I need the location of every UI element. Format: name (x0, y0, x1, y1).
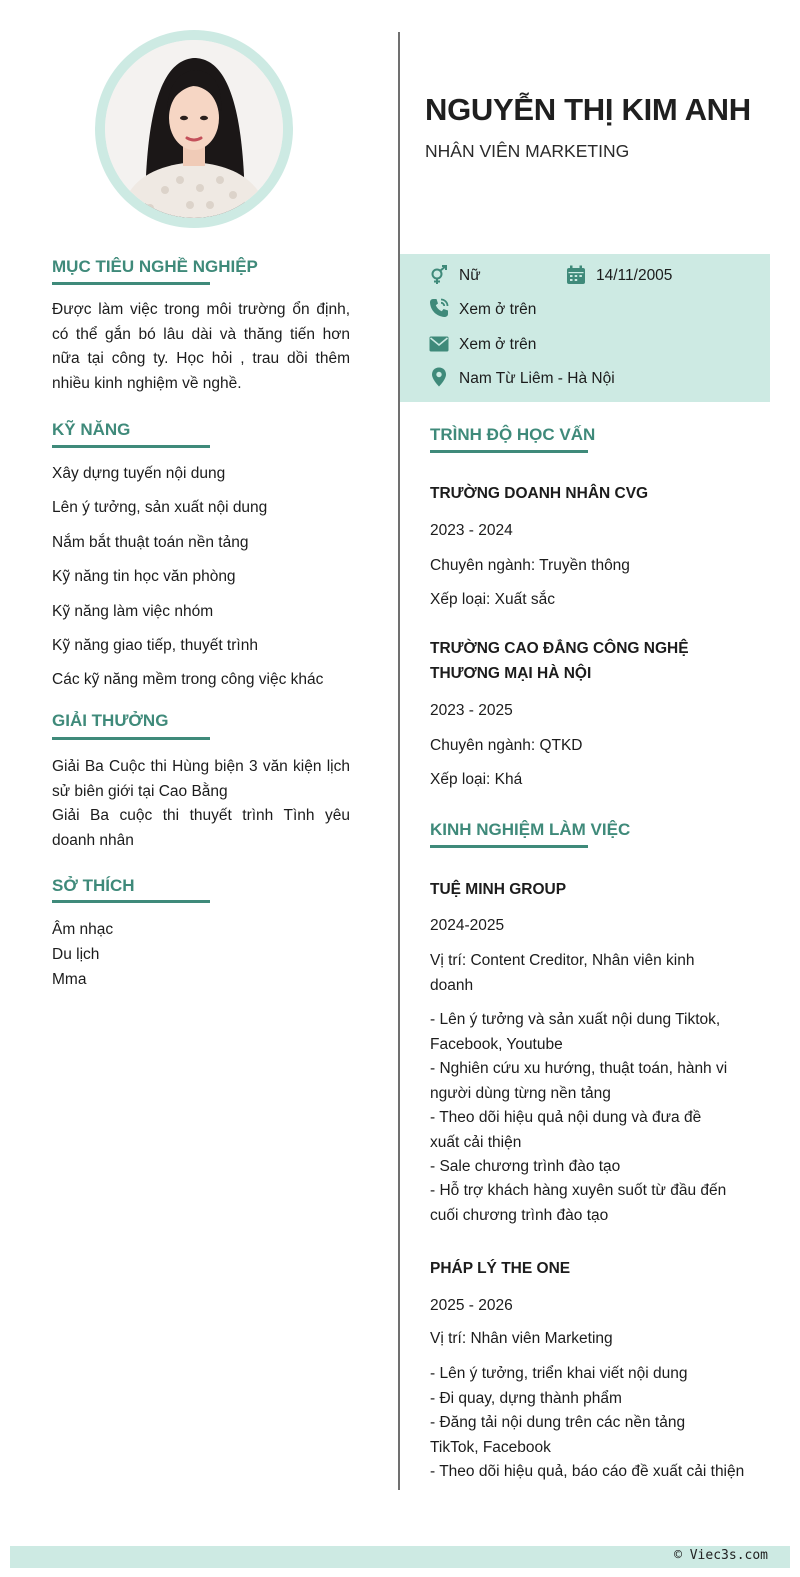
hobby-item: Du lịch (52, 946, 100, 963)
birthday-value: 14/11/2005 (596, 267, 673, 284)
skill-item: Các kỹ năng mềm trong công việc khác (52, 671, 324, 688)
skill-item: Lên ý tưởng, sản xuất nội dung (52, 499, 268, 516)
gender-icon (429, 265, 449, 285)
objective-text: Được làm việc trong môi trường ổn định, có thể gắn bó lâu dài và thăng tiến hơn nữa tại công ty. Học hỏi , trau dồi thêm nhiều kinh nghiệm về nghề. (52, 301, 350, 392)
education-major: Chuyên ngành: Truyền thông (430, 557, 630, 574)
skill-item: Kỹ năng tin học văn phòng (52, 568, 236, 585)
footer-watermark: © Viec3s.com (674, 1548, 768, 1563)
phone-icon (429, 298, 449, 318)
experience-duty: - Hỗ trợ khách hàng xuyên suốt từ đầu đến cuối chương trình đào tạo (430, 1182, 727, 1224)
experience-company: PHÁP LÝ THE ONE (430, 1260, 571, 1277)
experience-duty: - Theo dõi hiệu quả nội dung và đưa đề xuất cải thiện (430, 1109, 702, 1151)
section-underline (52, 282, 210, 285)
experience-position: Vị trí: Content Creditor, Nhân viên kinh doanh (430, 952, 695, 994)
section-title-awards: GIẢI THƯỞNG (52, 711, 169, 730)
avatar-frame (95, 30, 293, 228)
education-grade: Xếp loại: Xuất sắc (430, 591, 555, 608)
mail-icon (429, 334, 449, 354)
experience-position: Vị trí: Nhân viên Marketing (430, 1330, 613, 1347)
section-underline (52, 445, 210, 448)
hobby-item: Mma (52, 971, 87, 988)
education-school: TRƯỜNG CAO ĐẲNG CÔNG NGHỆ THƯƠNG MẠI HÀ NỘI (430, 640, 689, 682)
footer-bar (10, 1546, 790, 1568)
experience-company: TUỆ MINH GROUP (430, 881, 567, 898)
column-divider (398, 32, 400, 1490)
job-title: NHÂN VIÊN MARKETING (425, 141, 630, 161)
section-title-objective: MỤC TIÊU NGHỀ NGHIỆP (52, 257, 258, 276)
calendar-icon (566, 265, 586, 285)
education-years: 2023 - 2024 (430, 522, 513, 539)
experience-duty: - Đăng tải nội dung trên các nền tảng TikTok, Facebook (430, 1414, 686, 1456)
section-title-hobbies: SỞ THÍCH (52, 876, 135, 895)
hobby-item: Âm nhạc (52, 921, 114, 938)
email-value: Xem ở trên (459, 336, 537, 353)
avatar (105, 40, 283, 218)
address-value: Nam Từ Liêm - Hà Nội (459, 370, 615, 387)
skill-item: Kỹ năng giao tiếp, thuyết trình (52, 637, 258, 654)
location-icon (429, 367, 449, 387)
experience-duty: - Nghiên cứu xu hướng, thuật toán, hành vi người dùng từng nền tảng (430, 1060, 728, 1102)
section-title-experience: KINH NGHIỆM LÀM VIỆC (430, 820, 631, 839)
section-underline (52, 737, 210, 740)
section-underline (430, 845, 588, 848)
section-title-skills: KỸ NĂNG (52, 420, 131, 439)
gender-value: Nữ (459, 267, 481, 284)
skill-item: Nắm bắt thuật toán nền tảng (52, 534, 249, 551)
education-grade: Xếp loại: Khá (430, 771, 523, 788)
education-years: 2023 - 2025 (430, 702, 513, 719)
award-item: Giải Ba Cuộc thi Hùng biện 3 văn kiện lịch sử biên giới tại Cao Bằng (52, 758, 350, 800)
education-school: TRƯỜNG DOANH NHÂN CVG (430, 485, 649, 502)
experience-duty: - Lên ý tưởng và sản xuất nội dung Tiktok, Facebook, Youtube (430, 1011, 721, 1053)
skill-item: Xây dựng tuyến nội dung (52, 465, 226, 482)
experience-duty: - Theo dõi hiệu quả, báo cáo đề xuất cải thiện (430, 1463, 745, 1480)
contact-panel (400, 254, 770, 402)
award-item: Giải Ba cuộc thi thuyết trình Tình yêu doanh nhân (52, 807, 350, 849)
section-title-education: TRÌNH ĐỘ HỌC VẤN (430, 425, 596, 444)
skill-item: Kỹ năng làm việc nhóm (52, 603, 214, 620)
experience-years: 2025 - 2026 (430, 1297, 513, 1314)
phone-value: Xem ở trên (459, 301, 537, 318)
experience-duty: - Đi quay, dựng thành phẩm (430, 1390, 622, 1407)
candidate-name: NGUYỄN THỊ KIM ANH (425, 92, 751, 127)
education-major: Chuyên ngành: QTKD (430, 737, 583, 754)
experience-duty: - Sale chương trình đào tạo (430, 1158, 621, 1175)
portrait-photo (105, 40, 283, 218)
experience-years: 2024-2025 (430, 917, 505, 934)
experience-duty: - Lên ý tưởng, triển khai viết nội dung (430, 1365, 688, 1382)
section-underline (430, 450, 588, 453)
section-underline (52, 900, 210, 903)
